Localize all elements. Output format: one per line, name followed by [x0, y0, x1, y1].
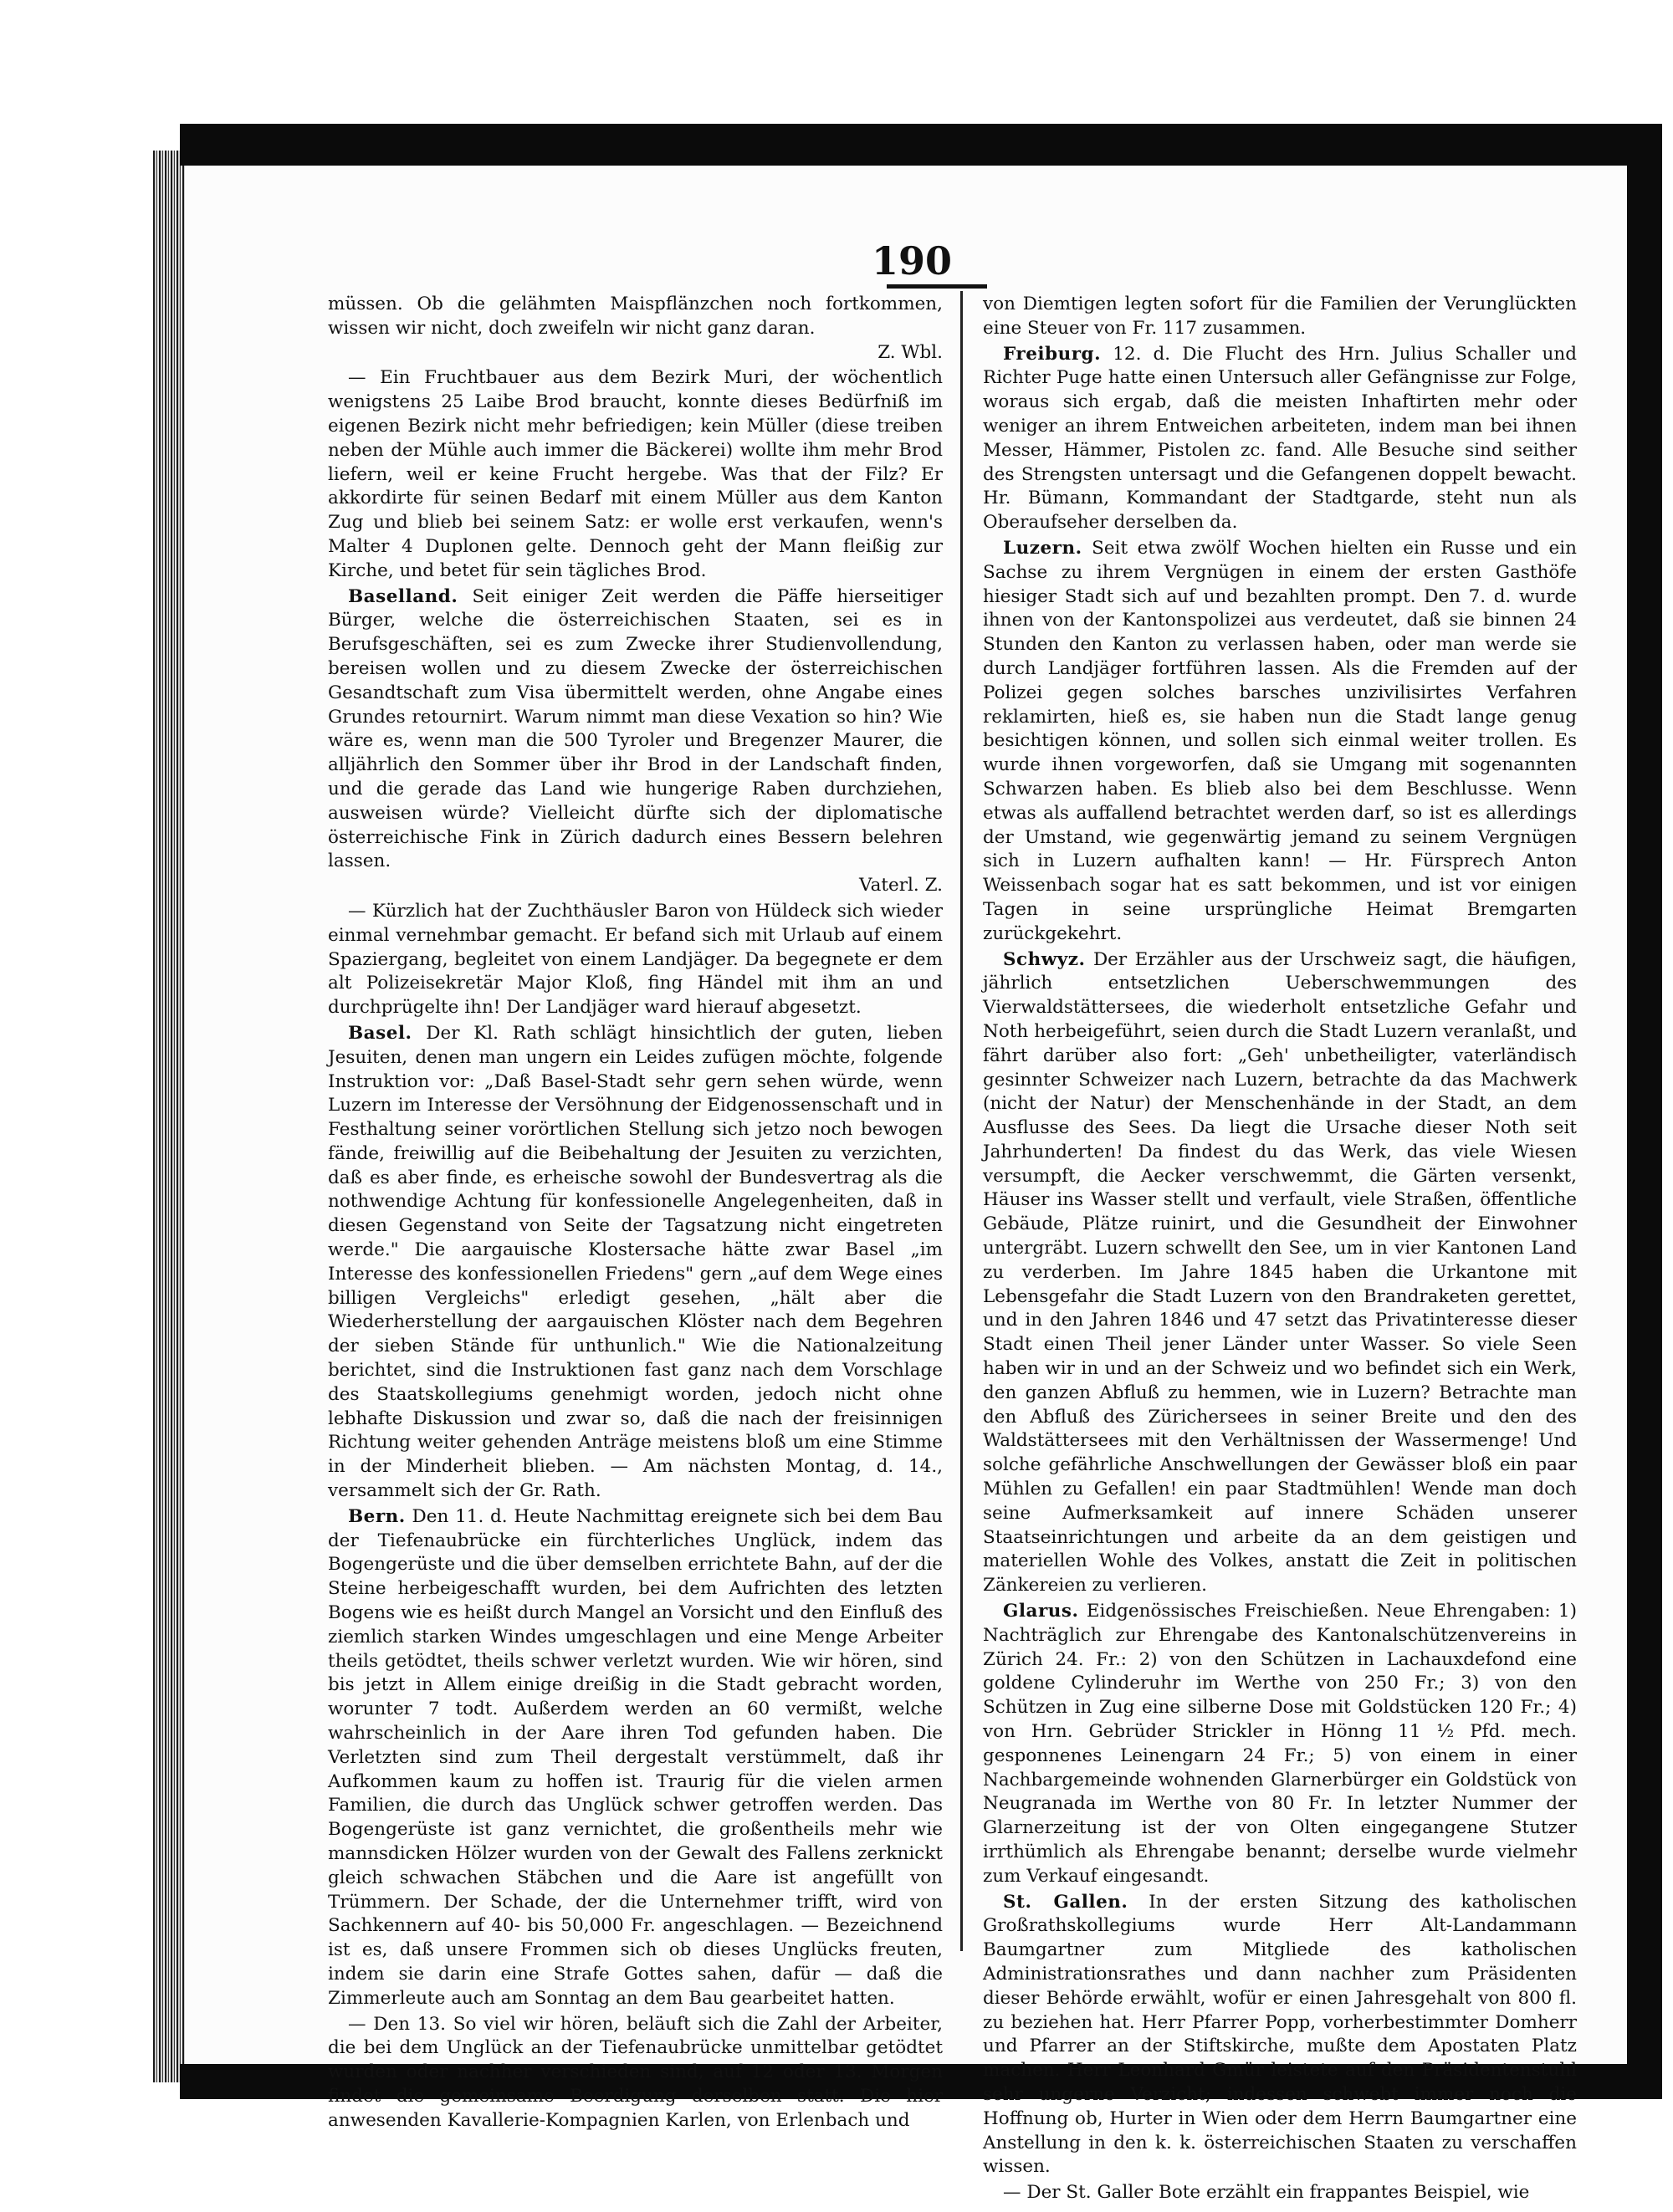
- section-heading: Bern.: [348, 1505, 406, 1527]
- article-freiburg: Freiburg. 12. d. Die Flucht des Hrn. Julius Schaller und Richter Puge hatte einen Untersuch aller Gefängnisse zur Folge, woraus sich ergab, daß die meisten Inhaftirten mehr oder weniger an ihrem Entweichen arbeiteten, indem man bei ihnen Messer, Hämmer, Pistolen zc. fand. Alle Besuche sind seither des Strengsten untersagt und die Gefangenen doppelt bewacht. Hr. Bümann, Kommandant der Stadtgarde, steht nun als Oberaufseher derselben da.: [983, 343, 1577, 534]
- article-basel: Basel. Der Kl. Rath schlägt hinsichtlich der guten, lieben Jesuiten, denen man ungern ein Leides zufügen möchte, folgende Instruktion vor: „Daß Basel-Stadt sehr gern sehen würde, wenn Luzern im Interesse der Versöhnung der Eidgenossenschaft und in Festhaltung seiner vorörtlichen Stellung sich jetzo noch bewogen fände, freiwillig auf die Beibehaltung der Jesuiten zu verzichten, daß es aber finde, es erheische sowohl der Bundesvertrag als die nothwendige Achtung für konfessionelle Angelegenheiten, daß in diesen Gegenstand von Seite der Tagsatzung nicht eingetreten werde." Die aargauische Klostersache hätte zwar Basel „im Interesse des konfessionellen Friedens" gern „auf dem Wege eines billigen Vergleichs" erledigt gesehen, „hält aber die Wiederherstellung der aargauischen Klöster nach dem Begehren der sieben Stände für unthunlich." Wie die Nationalzeitung berichtet, sind die Instruktionen fast ganz nach dem Vorschlage des Staatskollegiums genehmigt worden, jedoch nicht ohne lebhafte Diskussion und zwar so, daß die nach der freisinnigen Richtung weiter gehenden Anträge meistens bloß um eine Stimme in der Minderheit blieben. — Am nächsten Montag, d. 14., versammelt sich der Gr. Rath.: [328, 1022, 943, 1502]
- book-page-edges: [153, 151, 185, 2082]
- article-st-gallen: St. Gallen. In der ersten Sitzung des katholischen Großrathskollegiums wurde Herr Alt-Landammann Baumgartner zum Mitgliede des katholischen Administrationsrathes und dann nachher zum Präsidenten dieser Behörde erwählt, wofür er einen Jahresgehalt von 800 fl. zu beziehen hat. Herr Pfarrer Popp, vorherbestimmter Domherr und Pfarrer an der Stiftskirche, mußte dem Apostaten Platz machen. Herr Leonhard Gmür leistete auf den Präsidentenstuhl sehr ungerne Verzicht; indessen schwebt immer noch die Hoffnung ob, Hurter in Wien oder dem Herrn Baumgartner eine Anstellung in den k. k. österreichischen Staaten zu verschaffen wissen.: [983, 1891, 1578, 2178]
- article-paragraph: — Der St. Galler Bote erzählt ein frappantes Beispiel, wie: [1003, 2182, 1530, 2204]
- source-attribution: Vaterl. Z.: [859, 875, 943, 897]
- header-rule: [887, 284, 987, 289]
- page-number: 190: [871, 238, 953, 284]
- section-heading: Luzern.: [1003, 537, 1082, 559]
- article-paragraph: müssen. Ob die gelähmten Maispflänzchen noch fortkommen, wissen wir nicht, doch zweifeln wir nicht ganz daran. Z. Wbl.: [328, 293, 943, 365]
- article-schwyz: Schwyz. Der Erzähler aus der Urschweiz sagt, die häufigen, jährlich entsetzlichen Ueberschwemmungen des Vierwaldstättersees, die wiederholt entsetzliche Gefahr und Noth herbeigeführt, seien durch die Stadt Luzern veranlaßt, und fährt darüber also fort: „Geh' unbetheiligter, vaterländisch gesinnter Schweizer nach Luzern, betrachte da das Machwerk (nicht der Natur) der Menschenhände in der Stadt, an dem Ausflusse des Sees. Da liegt die Ursache dieser Noth seit Jahrhunderten! Da findest du das Werk, das viele Wiesen versumpft, die Aecker verschwemmt, die Gärten versenkt, Häuser ins Wasser stellt und verfault, viele Straßen, öffentliche Gebäude, Plätze ruinirt, und die Gesundheit der Einwohner untergräbt. Luzern schwellt den See, um in vier Kantonen Land zu verderben. Im Jahre 1845 haben die Urkantone mit Lebensgefahr die Stadt Luzern von den Brandraketen gerettet, und in den Jahren 1846 und 47 setzt das Privatinteresse dieser Stadt einen Theil jener Länder unter Wasser. So viele Seen haben wir in und an der Schweiz und wo befindet sich ein Werk, den ganzen Abfluß zu hemmen, wie in Luzern? Betrachte man den Abfluß des Zürichersees in seiner Breite und den des Waldstättersees mit den Verhältnissen der Wassermenge! Und solche gefährliche Anschwellungen der Gewässer bloß ein paar Mühlen zu Gefallen! ein paar Stadtmühlen! Wende man doch seine Aufmerksamkeit auf innere Schäden unserer Staatseinrichtungen und arbeite da an dem geistigen und materiellen Wohle des Volkes, anstatt die Zeit in politischen Zänkereien zu verlieren.: [983, 948, 1577, 1596]
- left-column: [328, 293, 943, 2135]
- section-heading: Basel.: [348, 1022, 412, 1044]
- article-paragraph: von Diemtigen legten sofort für die Familien der Verunglückten eine Steuer von Fr. 117 zusammen.: [983, 294, 1577, 339]
- column-divider: [960, 291, 963, 1951]
- article-baselland: Baselland. Seit einiger Zeit werden die Päffe hierseitiger Bürger, welche die österreichischen Staaten, sei es in Berufsgeschäften, sei es zum Zwecke ihrer Studienvollendung, bereisen wollen und zu diesem Zwecke der österreichischen Gesandtschaft zum Visa übermittelt werden, ohne Angabe eines Grundes retournirt. Warum nimmt man diese Vexation so hin? Wie wäre es, wenn man die 500 Tyroler und Bregenzer Maurer, die alljährlich den Sommer über ihr Brod in der Landschaft finden, und die gerade das Land wie hungerige Raben durchziehen, ausweisen würde? Vielleicht dürfte sich der diplomatische österreichische Fink in Zürich dadurch eines Bessern belehren lassen. Vaterl. Z.: [328, 585, 943, 898]
- section-heading: Schwyz.: [1003, 948, 1086, 970]
- article-luzern: Luzern. Seit etwa zwölf Wochen hielten ein Russe und ein Sachse zu ihrem Vergnügen in einem der ersten Gasthöfe hiesiger Stadt sich auf und bezahlten prompt. Den 7. d. wurde ihnen von der Kantonspolizei aus verdeutet, daß sie binnen 24 Stunden den Kanton zu verlassen haben, oder man werde sie durch Landjäger fortführen lassen. Als die Fremden auf der Polizei gegen solches barsches unzivilisirtes Verfahren reklamirten, hieß es, sie haben nun die Stadt lange genug besichtigen können, und sollen sich einmal weiter trollen. Es wurde ihnen vorgeworfen, daß sie Umgang mit sogenannten Schwarzen haben. Es blieb also bei dem Beschlusse. Wenn etwas als auffallend betrachtet werden darf, so ist es allerdings der Umstand, wie gegenwärtig jemand zu seinem Vergnügen sich in Luzern aufhalten kann! — Hr. Fürsprech Anton Weissenbach sogar hat es satt bekommen, und ist vor einigen Tagen in seine ursprüngliche Heimat Bremgarten zurückgekehrt.: [983, 537, 1577, 944]
- source-attribution: Z. Wbl.: [877, 341, 943, 363]
- section-heading: Baselland.: [348, 585, 458, 607]
- section-heading: St. Gallen.: [1003, 1891, 1128, 1913]
- section-heading: Glarus.: [1003, 1601, 1079, 1622]
- scan-border-top: [180, 124, 1662, 166]
- article-paragraph: — Ein Fruchtbauer aus dem Bezirk Muri, der wöchentlich wenigstens 25 Laibe Brod braucht, konnte dieses Bedürfniß im eigenen Bezirk nicht mehr befriedigen; kein Müller (diese treiben neben der Mühle auch immer die Bäckerei) wollte ihm mehr Brod liefern, weil er keine Frucht hergebe. Was that der Filz? Er akkordirte für seinen Bedarf mit einem Müller aus dem Kanton Zug und blieb bei seinem Satz: er wolle erst verkaufen, wenn's Malter 4 Duplonen gelte. Dennoch geht der Mann fleißig zur Kirche, und betet für sein tägliches Brod.: [328, 367, 943, 581]
- article-bern: Bern. Den 11. d. Heute Nachmittag ereignete sich bei dem Bau der Tiefenaubrücke ein fürchterliches Unglück, indem das Bogengerüste und die über demselben errichtete Bahn, auf der die Steine herbeigeschafft wurden, bei dem Aufrichten des letzten Bogens wie es heißt durch Mangel an Vorsicht und den Einfluß des ziemlich starken Windes umgeschlagen und eine Menge Arbeiter theils getödtet, theils schwer verletzt wurden. Wie wir hören, sind bis jetzt in Allem einige dreißig in die Stadt gebracht worden, worunter 7 todt. Außerdem werden an 60 vermißt, welche wahrscheinlich in der Aare ihren Tod gefunden haben. Die Verletzten sind zum Theil dergestalt verstümmelt, daß ihr Aufkommen kaum zu hoffen ist. Traurig für die vielen armen Familien, die durch das Unglück schwer getroffen werden. Das Bogengerüste ist ganz vernichtet, die großentheils mehr wie mannsdicken Hölzer wurden von der Gewalt des Fallens zerknickt gleich schwachen Stäbchen und die Aare ist angefüllt von Trümmern. Der Schade, der die Unternehmer trifft, wird von Sachkennern auf 40- bis 50,000 Fr. angeschlagen. — Bezeichnend ist es, daß unsere Frommen sich ob dieses Unglücks freuten, indem sie darin eine Strafe Gottes sahen, dafür — daß die Zimmerleute auch am Sonntag an dem Bau gearbeitet hatten.: [328, 1505, 943, 2009]
- article-paragraph: — Kürzlich hat der Zuchthäusler Baron von Hüldeck sich wieder einmal vernehmbar gemacht. Er befand sich mit Urlaub auf einem Spaziergang, begleitet von einem Landjäger. Da begegnete er dem alt Polizeisekretär Major Kloß, fing Händel mit ihm an und durchprügelte ihn! Der Landjäger ward hierauf abgesetzt.: [328, 900, 943, 1019]
- scan-border-right: [1627, 124, 1662, 2099]
- article-paragraph: — Den 13. So viel wir hören, beläuft sich die Zahl der Arbeiter, die bei dem Unglück an der Tiefenaubrücke unmittelbar getödtet wurden oder nachher verschieden sind, auf 12 oder 13. Morgen findet die gemeinsame Beerdigung derselben statt. Die hier anwesenden Kavallerie-Kompagnien Karlen, von Erlenbach und: [328, 2013, 943, 2131]
- article-glarus: Glarus. Eidgenössisches Freischießen. Neue Ehrengaben: 1) Nachträglich zur Ehrengabe des Kantonalschützenvereins in Zürich 24. Fr.: 2) von den Schützen in Lachauxdefond eine goldene Cylinderuhr im Werthe von 250 Fr.; 3) von den Schützen in Zug eine silberne Dose mit Goldstücken 120 Fr.; 4) von Hrn. Gebrüder Strickler in Hönng 11 ½ Pfd. mech. gesponnenes Leinengarn 24 Fr.; 5) von einem in einer Nachbargemeinde wohnenden Glarnerbürger ein Goldstück von Neugranada im Werthe von 80 Fr. In letzter Nummer der Glarnerzeitung ist der von Olten eingegangene Stutzer irrthümlich als Ehrengabe benannt; derselbe wurde vielmehr zum Verkauf eingesandt.: [983, 1601, 1577, 1887]
- right-column: [983, 293, 1577, 2207]
- section-heading: Freiburg.: [1003, 343, 1102, 365]
